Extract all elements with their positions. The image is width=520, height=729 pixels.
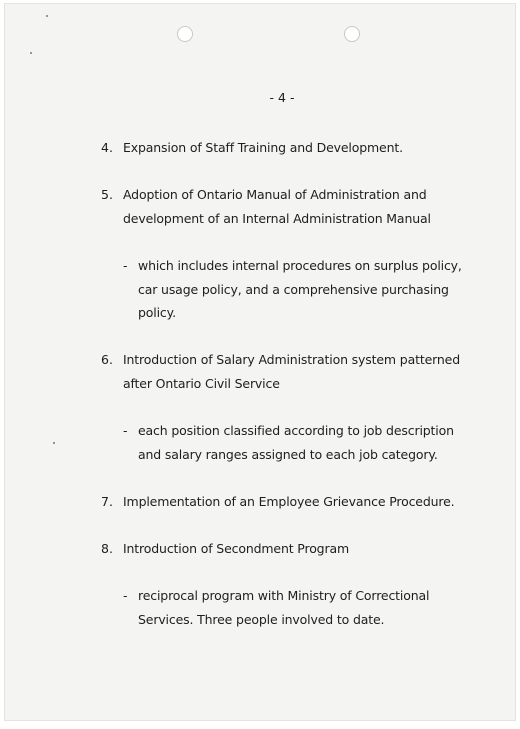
item-number: 8.: [101, 541, 113, 556]
sub-item-text: policy.: [138, 305, 176, 320]
item-text: Adoption of Ontario Manual of Administration and: [123, 187, 427, 202]
punch-hole-left: [177, 26, 193, 42]
punch-hole-right: [344, 26, 360, 42]
sub-item-text: which includes internal procedures on surplus policy,: [138, 258, 462, 273]
scan-speck: [53, 442, 55, 444]
item-number: 7.: [101, 494, 113, 509]
item-number: 4.: [101, 140, 113, 155]
item-text: Introduction of Salary Administration system patterned: [123, 352, 460, 367]
sub-item-text: each position classified according to job description: [138, 423, 454, 438]
item-text: Implementation of an Employee Grievance Procedure.: [123, 494, 455, 509]
item-text: Introduction of Secondment Program: [123, 541, 349, 556]
scan-speck: [46, 15, 48, 17]
sub-bullet-dash: -: [123, 423, 128, 438]
sub-bullet-dash: -: [123, 258, 128, 273]
sub-bullet-dash: -: [123, 588, 128, 603]
sub-item-text: Services. Three people involved to date.: [138, 612, 385, 627]
document-page: [4, 3, 516, 721]
item-text: after Ontario Civil Service: [123, 376, 280, 391]
sub-item-text: car usage policy, and a comprehensive purchasing: [138, 282, 449, 297]
item-number: 5.: [101, 187, 113, 202]
item-text: Expansion of Staff Training and Development.: [123, 140, 403, 155]
sub-item-text: reciprocal program with Ministry of Correctional: [138, 588, 430, 603]
item-text: development of an Internal Administration Manual: [123, 211, 431, 226]
sub-item-text: and salary ranges assigned to each job category.: [138, 447, 438, 462]
page-number: - 4 -: [269, 90, 295, 105]
item-number: 6.: [101, 352, 113, 367]
scan-speck: [30, 52, 32, 54]
